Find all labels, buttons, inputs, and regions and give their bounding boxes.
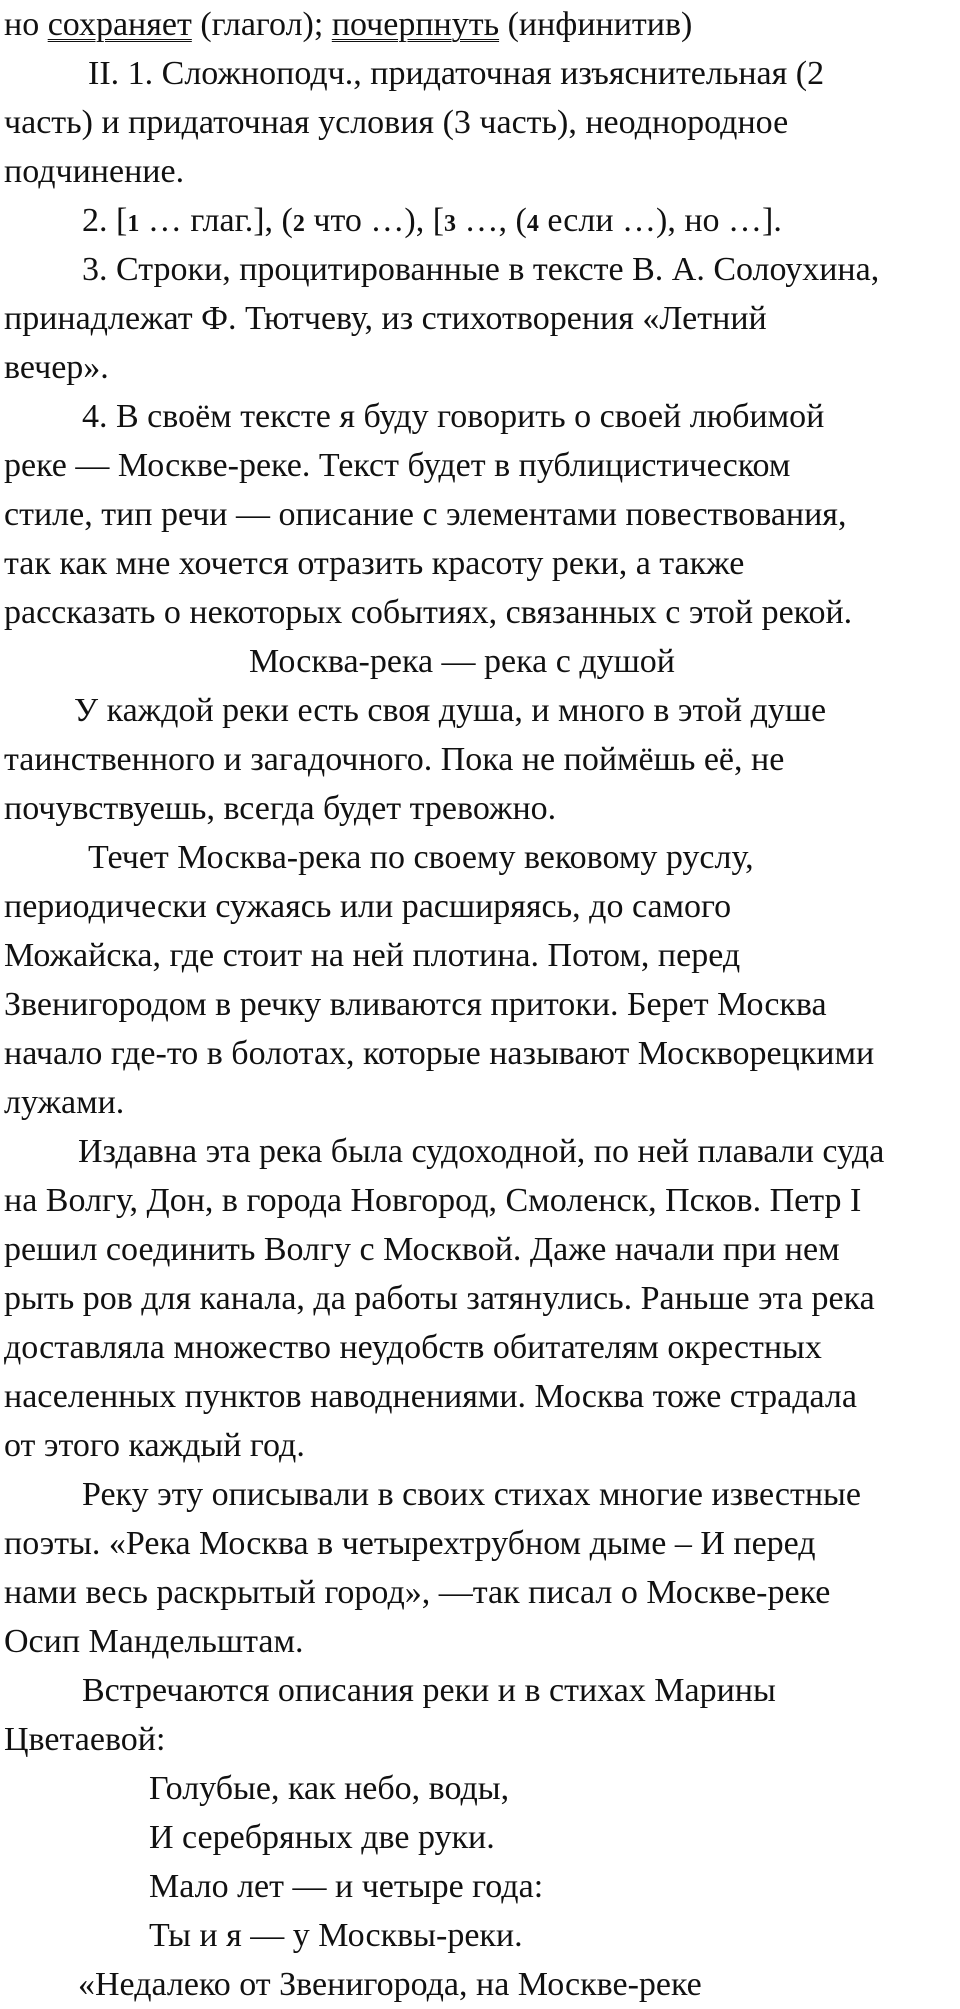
sentence-scheme bbox=[4, 196, 960, 245]
clause-number: 1 bbox=[127, 211, 140, 237]
text-line: периодически сужаясь или расширяясь, до самого bbox=[4, 888, 732, 925]
text-fragment: … глаг.], ( bbox=[139, 202, 293, 239]
text-line: Можайска, где стоит на ней плотина. Потом, перед bbox=[4, 937, 741, 974]
text-line: 3. Строки, процитированные в тексте В. А. Солоухина, bbox=[82, 251, 880, 288]
underlined-word-verb: сохраняет bbox=[47, 6, 192, 43]
clause-number: 3 bbox=[444, 211, 457, 237]
text-line: 4. В своём тексте я буду говорить о своей любимой bbox=[82, 398, 825, 435]
text-line: стиле, тип речи — описание с элементами повествования, bbox=[4, 496, 847, 533]
essay-title: Москва-река — река с душой bbox=[249, 643, 675, 680]
verse-line: Мало лет — и четыре года: bbox=[149, 1868, 544, 1905]
clause-number: 4 bbox=[526, 211, 539, 237]
verse-line: И серебряных две руки. bbox=[149, 1819, 495, 1856]
text-line: «Недалеко от Звенигорода, на Москве-реке bbox=[78, 1966, 702, 2003]
text-line: Встречаются описания реки и в стихах Марины bbox=[82, 1672, 776, 1709]
text-fragment: (глагол); bbox=[191, 6, 332, 43]
text-line: Реку эту описывали в своих стихах многие известные bbox=[82, 1476, 861, 1513]
text-fragment: 2. [ bbox=[82, 202, 128, 239]
text-line: населенных пунктов наводнениями. Москва тоже страдала bbox=[4, 1378, 857, 1415]
text-line: У каждой реки есть своя душа, и много в этой душе bbox=[74, 692, 827, 729]
text-line: на Волгу, Дон, в города Новгород, Смоленск, Псков. Петр I bbox=[4, 1182, 862, 1219]
text-line: от этого каждый год. bbox=[4, 1427, 305, 1464]
verse-line: Ты и я — у Москвы-реки. bbox=[149, 1917, 523, 1954]
text-line: поэты. «Река Москва в четырехтрубном дыме – И перед bbox=[4, 1525, 816, 1562]
text-line bbox=[4, 0, 960, 49]
text-line: так как мне хочется отразить красоту реки, а также bbox=[4, 545, 745, 582]
text-line: реке — Москве-реке. Текст будет в публицистическом bbox=[4, 447, 791, 484]
text-line: начало где-то в болотах, которые называют Москворецкими bbox=[4, 1035, 875, 1072]
clause-number: 2 bbox=[292, 211, 305, 237]
text-line: Течет Москва-река по своему вековому руслу, bbox=[88, 839, 754, 876]
text-line: рассказать о некоторых событиях, связанных с этой рекой. bbox=[4, 594, 853, 631]
text-line: нами весь раскрытый город», —так писал о Москве-реке bbox=[4, 1574, 831, 1611]
text-line: Издавна эта река была судоходной, по ней плавали суда bbox=[78, 1133, 885, 1170]
text-line: II. 1. Сложноподч., придаточная изъяснительная (2 bbox=[88, 55, 825, 92]
text-line: Осип Мандельштам. bbox=[4, 1623, 304, 1660]
text-fragment: (инфинитив) bbox=[499, 6, 693, 43]
text-line: таинственного и загадочного. Пока не поймёшь её, не bbox=[4, 741, 785, 778]
text-line: решил соединить Волгу с Москвой. Даже начали при нем bbox=[4, 1231, 840, 1268]
verse-line: Голубые, как небо, воды, bbox=[149, 1770, 510, 1807]
text-line: часть) и придаточная условия (3 часть), неоднородное bbox=[4, 104, 789, 141]
text-fragment: что …), [ bbox=[304, 202, 445, 239]
text-fragment: но bbox=[4, 6, 48, 43]
text-line: Цветаевой: bbox=[4, 1721, 166, 1758]
text-line: почувствуешь, всегда будет тревожно. bbox=[4, 790, 557, 827]
text-fragment: если …), но …]. bbox=[538, 202, 782, 239]
text-line: Звенигородом в речку вливаются притоки. Берет Москва bbox=[4, 986, 827, 1023]
text-line: лужами. bbox=[4, 1084, 125, 1121]
text-line: рыть ров для канала, да работы затянулись. Раньше эта река bbox=[4, 1280, 875, 1317]
text-line: вечер». bbox=[4, 349, 109, 386]
underlined-word-infinitive: почерпнуть bbox=[331, 6, 500, 43]
text-line: подчинение. bbox=[4, 153, 185, 190]
text-line: доставляла множество неудобств обитателям окрестных bbox=[4, 1329, 822, 1366]
text-line: принадлежат Ф. Тютчеву, из стихотворения «Летний bbox=[4, 300, 767, 337]
text-fragment: …, ( bbox=[456, 202, 527, 239]
